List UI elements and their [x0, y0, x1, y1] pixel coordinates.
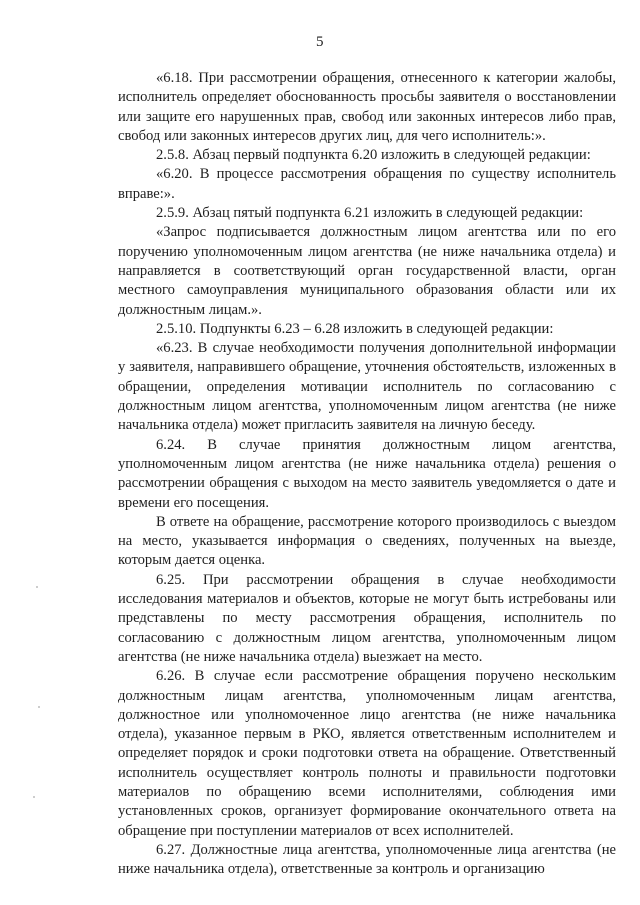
paragraph-6-24: 6.24. В случае принятия должностным лицом агентства, уполномоченным лицом агентства (не ниже начальника отдела) решения о рассмотрении обращения с выходом на место заявитель уведомляется о дате и времени его посещения. [118, 436, 616, 511]
scan-speck [33, 796, 35, 798]
document-body [118, 69, 616, 879]
paragraph-2-5-10: 2.5.10. Подпункты 6.23 – 6.28 изложить в следующей редакции: [156, 320, 554, 337]
paragraph-2-5-8: 2.5.8. Абзац первый подпункта 6.20 изложить в следующей редакции: [156, 147, 591, 164]
paragraph-6-23: «6.23. В случае необходимости получения дополнительной информации у заявителя, направившего обращение, уточнения обстоятельств, изложенных в обращении, определения мотивации исполнитель по согласованию с должностным лицом агентства, уполномоченным лицом агентства (не ниже начальника отдела) может пригласить заявителя на личную беседу. [118, 340, 616, 434]
paragraph-6-25: 6.25. При рассмотрении обращения в случае необходимости исследования материалов и объектов, которые не могут быть истребованы или представлены по месту рассмотрения обращения, исполнитель по согласованию с должностным лицом агентства, уполномоченным лицом агентства (не ниже начальника отдела) выезжает на место. [118, 571, 616, 665]
scan-speck [38, 706, 40, 708]
paragraph-2-5-9: 2.5.9. Абзац пятый подпункта 6.21 изложить в следующей редакции: [156, 205, 584, 222]
scan-speck [36, 586, 38, 588]
paragraph-request: «Запрос подписывается должностным лицом агентства или по его поручению уполномоченным лицом агентства (не ниже начальника отдела) и направляется в соответствующий орган государственной власти, орган местного самоуправления муниципального образования области или их должностным лицам.». [118, 224, 616, 318]
paragraph-on-site-answer: В ответе на обращение, рассмотрение которого производилось с выездом на место, указывается информация о сведениях, полученных на выезде, которым дается оценка. [118, 513, 616, 569]
paragraph-6-26: 6.26. В случае если рассмотрение обращения поручено нескольким должностным лицам агентства, уполномоченным лицам агентства, должностное или уполномоченное лицо агентства (не ниже начальника отдела), указанное первым в РКО, является ответственным исполнителем и определяет порядок и сроки подготовки ответа на обращение. Ответственный исполнитель осуществляет контроль полноты и правильности подготовки материалов по обращению всеми исполнителями, соблюдения ими установленных сроков, организует формирование окончательного ответа на обращение при поступлении материалов от всех исполнителей. [118, 668, 616, 839]
paragraph-6-27: 6.27. Должностные лица агентства, уполномоченные лица агентства (не ниже начальника отдела), ответственные за контроль и организацию [118, 841, 616, 878]
page-number: 5 [316, 34, 324, 50]
paragraph-6-18: «6.18. При рассмотрении обращения, отнесенного к категории жалобы, исполнитель определяет обоснованность просьбы заявителя о восстановлении или защите его нарушенных прав, свобод или законных интересов либо прав, свобод или законных интересов других лиц, для чего исполнитель:». [118, 70, 616, 144]
paragraph-6-20: «6.20. В процессе рассмотрения обращения по существу исполнитель вправе:». [118, 166, 616, 202]
